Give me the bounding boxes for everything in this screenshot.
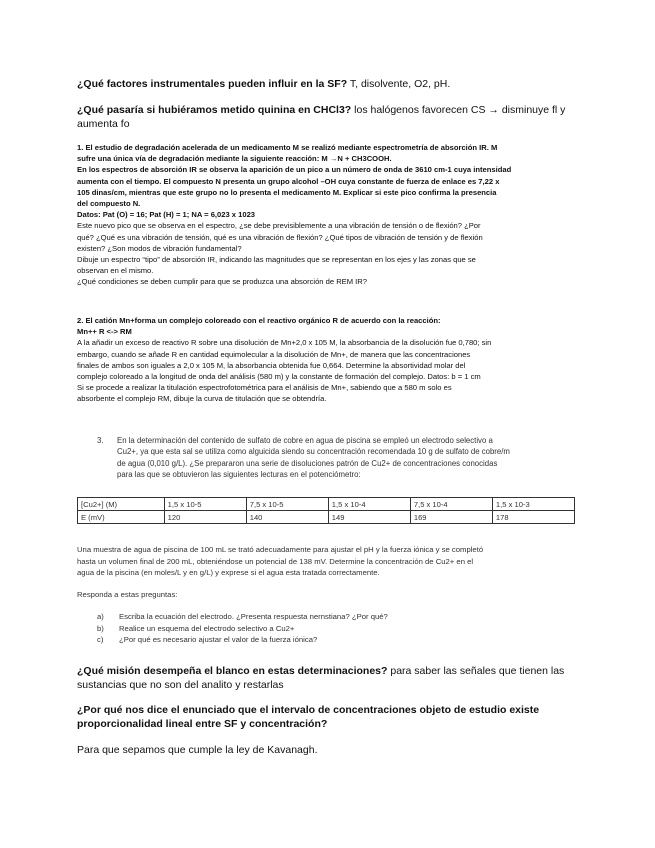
- list-item: [97, 623, 575, 635]
- text-line: Una muestra de agua de piscina de 100 mL se trató adecuadamente para ajustar el pH y la fuerza iónica y se completó: [77, 545, 484, 554]
- text-line: absorbente el complejo RM, dibuje la curva de titulación que se obtendría.: [77, 394, 327, 404]
- question-text: ¿Qué misión desempeña el blanco en estas determinaciones?: [77, 665, 388, 677]
- question-text: ¿Qué pasaría si hubiéramos metido quinina en CHCl3?: [77, 104, 352, 116]
- text-line: existen? ¿Son modos de vibración fundamental?: [77, 243, 242, 253]
- table-cell: 140: [246, 511, 328, 524]
- text-line: embargo, cuando se añade R en cantidad equimolecular a la disolución de Mn+, de manera que las concentraciones: [77, 349, 471, 359]
- table-row-potential: [78, 511, 575, 524]
- text-line: finales de ambos son iguales a 2,0 x 105 M, la absorbancia obtenida fue 0,664. Determine la absortividad molar del: [77, 360, 466, 370]
- text-line: del compuesto N.: [77, 199, 141, 209]
- question-text-cont: proporcionalidad lineal entre SF y concentración?: [77, 718, 328, 730]
- list-marker: b): [97, 623, 104, 633]
- text-line: ¿Qué condiciones se deben cumplir para que se produzca una absorción de REM IR?: [77, 277, 367, 287]
- text-line: sufre una única vía de degradación mediante la siguiente reacción: M →N + CH3COOH.: [77, 154, 392, 164]
- table-cell: 149: [328, 511, 410, 524]
- answer-text: los halógenos favorecen CS → disminuye fl y: [354, 104, 566, 116]
- text-line: Este nuevo pico que se observa en el espectro, ¿se debe previsiblemente a una vibración de tensión o de flexión? ¿Por: [77, 221, 481, 231]
- list-item: [97, 634, 575, 646]
- table-cell: 1,5 x 10-3: [492, 498, 574, 511]
- text-line: observan en el mismo.: [77, 266, 154, 276]
- answer-kavanagh: Para que sepamos que cumple la ley de Kavanagh.: [77, 744, 318, 756]
- list-marker: a): [97, 612, 104, 621]
- respond-heading: Responda a estas preguntas:: [77, 590, 178, 599]
- exercise-3-statement: [77, 544, 575, 579]
- exercise-2: [77, 315, 575, 405]
- list-text: Realice un esquema del electrodo selectivo a Cu2+: [119, 623, 295, 633]
- text-line: aumenta con el tiempo. El compuesto N presenta un grupo alcohol –OH cuya constante de fuerza de enlace es 7,22 x: [77, 176, 500, 186]
- question-linear-range: [77, 703, 575, 731]
- table-cell: 120: [164, 511, 246, 524]
- text-line: Datos: Pat (O) = 16; Pat (H) = 1; NA = 6,023 x 1023: [77, 210, 256, 220]
- table-cell: [Cu2+] (M): [78, 498, 165, 511]
- list-item: [97, 611, 575, 623]
- text-line: para las que se obtuvieron las siguientes lecturas en el potenciómetro:: [117, 470, 361, 480]
- list-text: Escriba la ecuación del electrodo. ¿Presenta respuesta nernstiana? ¿Por qué?: [119, 612, 388, 621]
- text-line: agua de la piscina (en moles/L y en g/L) y exprese si el agua esta tratada correctamente.: [77, 568, 380, 578]
- exercise-1: [77, 142, 575, 288]
- text-line: Mn++ R <-> RM: [77, 327, 132, 337]
- exercise-3-intro: [97, 435, 575, 481]
- table-cell: 1,5 x 10-5: [164, 498, 246, 511]
- answer-text: T, disolvente, O2, pH.: [349, 78, 451, 90]
- text-line: hasta un volumen final de 200 mL, obteniéndose un potencial de 138 mV. Determine la concentración de Cu2+ en el: [77, 556, 474, 566]
- text-line: Si se procede a realizar la titulación espectrofotométrica para el análisis de Mn+, sabiendo que a 580 m solo es: [77, 383, 452, 393]
- question-blank: [77, 664, 575, 692]
- text-line: 105 dinas/cm, mientras que este grupo no lo presenta el medicamento M. Explicar si este pico confirma la presencia: [77, 187, 497, 197]
- answer-text-cont: sustancias que no son del analito y restarlas: [77, 679, 284, 691]
- potential-table: [77, 497, 575, 524]
- text-line: En los espectros de absorción IR se observa la aparición de un pico a un número de onda de 3610 cm-1 cuya intensidad: [77, 165, 512, 175]
- text-line: qué? ¿Qué es una vibración de tensión, qué es una vibración de flexión? ¿Qué tipos de vibración de tensión y de flexión: [77, 232, 483, 242]
- list-text: ¿Por qué es necesario ajustar el valor de la fuerza iónica?: [119, 635, 318, 645]
- list-marker: c): [97, 635, 104, 645]
- answer-text-cont: aumenta fo: [77, 118, 130, 130]
- text-line: 1. El estudio de degradación acelerada de un medicamento M se realizó mediante espectrometría de absorción IR. M: [77, 143, 498, 152]
- question-text: ¿Por qué nos dice el enunciado que el intervalo de concentraciones objeto de estudio existe: [77, 704, 540, 716]
- table-cell: 178: [492, 511, 574, 524]
- table-cell: 169: [410, 511, 492, 524]
- text-line: 2. El catión Mn+forma un complejo coloreado con el reactivo orgánico R de acuerdo con la reacción:: [77, 316, 441, 325]
- question-instrumental-factors: [77, 77, 575, 91]
- exercise-number: 3.: [97, 436, 104, 445]
- text-line: En la determinación del contenido de sulfato de cobre en agua de piscina se empleó un electrodo selectivo a: [117, 436, 493, 445]
- table-cell: 7,5 x 10-4: [410, 498, 492, 511]
- exercise-3-subquestions: [97, 611, 575, 646]
- text-line: Dibuje un espectro “tipo” de absorción IR, indicando las magnitudes que se representan en los ejes y las zonas que se: [77, 255, 476, 265]
- answer-text: para saber las señales que tienen las: [390, 665, 565, 677]
- text-line: de agua (0,010 g/L). ¿Se prepararon una serie de disoluciones patrón de Cu2+ de concentraciones conocidas: [117, 458, 498, 468]
- question-quinine: [77, 103, 575, 131]
- question-text: ¿Qué factores instrumentales pueden influir en la SF?: [77, 78, 348, 90]
- table-cell: 7,5 x 10-5: [246, 498, 328, 511]
- text-line: complejo coloreado a la longitud de onda del análisis (580 m) y la constante de formación del complejo. Datos: b = 1 cm: [77, 372, 481, 382]
- text-line: A la añadir un exceso de reactivo R sobre una disolución de Mn+2,0 x 105 M, la absorbancia de la disolución fue 0,780; sin: [77, 338, 492, 348]
- table-cell: 1,5 x 10-4: [328, 498, 410, 511]
- text-line: Cu2+, ya que esta sal se utiliza como alguicida siendo su concentración recomendada 10 g de sulfato de cobre/m: [117, 447, 510, 457]
- table-row-concentration: [78, 498, 575, 511]
- table-cell: E (mV): [78, 511, 165, 524]
